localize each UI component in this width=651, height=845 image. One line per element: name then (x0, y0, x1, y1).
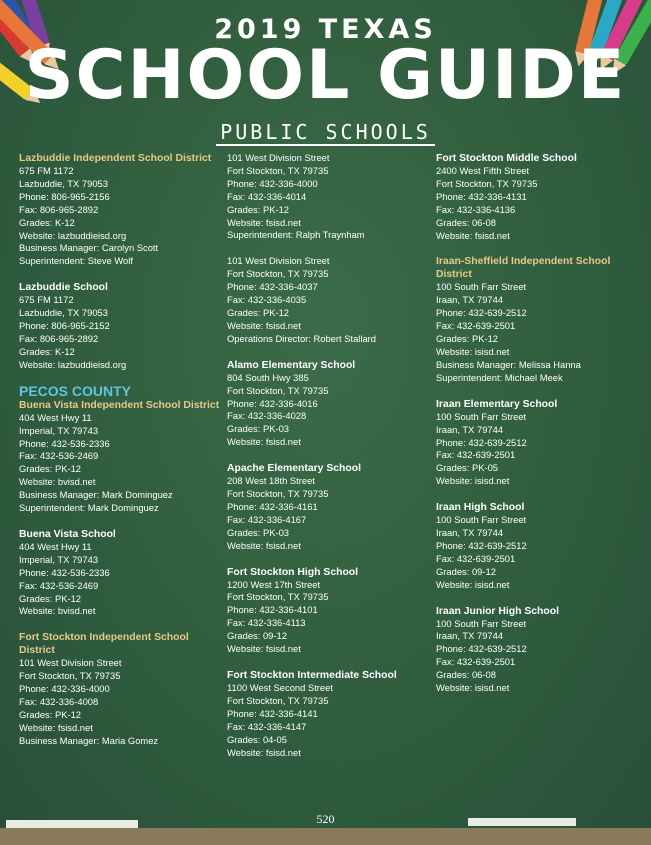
listing-detail-line: Phone: 432-336-4101 (227, 604, 318, 616)
listing-entry (227, 566, 432, 656)
listing-detail-line: Lazbuddie, TX 79053 (19, 177, 108, 189)
listing-detail-line: Operations Director: Robert Stallard (227, 332, 377, 344)
school-name: Apache Elementary School (227, 463, 361, 475)
listing-detail-line: Superintendent: Ralph Traynham (227, 229, 365, 241)
listing-detail-line: Grades: 09-12 (436, 565, 496, 577)
website-text: Website: isisd.net (436, 578, 510, 590)
school-name: Iraan High School (436, 502, 525, 514)
listing-detail-line: Fort Stockton, TX 79735 (227, 268, 329, 280)
page-number: 520 (316, 812, 335, 826)
county-heading: PECOS COUNTY (19, 382, 132, 399)
listing-entry (227, 462, 432, 552)
listing-detail-line: Business Manager: Carolyn Scott (19, 242, 159, 254)
district-name: Buena Vista Independent School District (19, 399, 220, 411)
listing-detail-line: Grades: PK-12 (19, 709, 82, 720)
listing-detail-line: Grades: PK-12 (19, 592, 82, 604)
school-name: Fort Stockton High School (227, 566, 359, 578)
website-text: Website: fsisd.net (227, 436, 301, 448)
listing-entry (19, 631, 224, 747)
listing-detail-line: Fax: 432-536-2469 (19, 450, 99, 462)
listing-detail-line: Imperial, TX 79743 (19, 424, 99, 436)
listing-detail-line: Fort Stockton, TX 79735 (227, 591, 329, 603)
listing-detail-line: Lazbuddie, TX 79053 (19, 307, 108, 319)
column-right (436, 152, 641, 708)
listing-detail-line: Fort Stockton, TX 79735 (227, 384, 329, 396)
listing-detail-line: Grades: K-12 (19, 216, 75, 228)
listing-detail-line: Business Manager: Melissa Hanna (436, 358, 581, 370)
website-text: Website: fsisd.net (227, 643, 301, 655)
listing-detail-line: Phone: 432-336-4000 (227, 177, 318, 189)
listing-detail-line: Fax: 432-336-4136 (436, 203, 516, 215)
website-text: Website: lazbuddieisd.org (19, 358, 127, 370)
website-text: Website: fsisd.net (227, 539, 301, 551)
website-text: Website: bvisd.net (19, 476, 96, 488)
listing-detail-line: Phone: 432-336-4131 (436, 190, 527, 202)
website-text: Website: lazbuddieisd.org (19, 229, 127, 241)
listing-detail-line: 101 West Division Street (227, 152, 330, 163)
listing-detail-line: Fort Stockton, TX 79735 (19, 670, 121, 682)
column-left (19, 152, 224, 761)
listing-detail-line: Fax: 432-336-4167 (227, 513, 307, 525)
listing-entry (227, 359, 432, 449)
listing-detail-line: Business Manager: Mark Dominguez (19, 489, 173, 501)
listing-detail-line: Phone: 432-336-4161 (227, 500, 318, 512)
listing-detail-line: 100 South Farr Street (436, 617, 527, 629)
listing-detail-line: Fax: 432-336-4113 (227, 617, 306, 629)
listing-detail-line: Fort Stockton, TX 79735 (227, 488, 329, 500)
listing-detail-line: Fax: 806-965-2892 (19, 203, 99, 215)
title-year: 2019 TEXAS (214, 14, 437, 45)
website-text: Website: fsisd.net (227, 319, 301, 331)
listing-entry (227, 255, 432, 345)
website-text: Website: fsisd.net (227, 216, 301, 228)
listing-detail-line: Fax: 432-336-4147 (227, 720, 307, 732)
listing-detail-line: Grades: PK-12 (19, 463, 82, 475)
subtitle-text: PUBLIC SCHOOLS (216, 120, 435, 146)
listing-detail-line: 100 South Farr Street (436, 514, 527, 526)
listing-entry (19, 383, 224, 515)
listing-detail-line: Phone: 432-639-2512 (436, 436, 527, 448)
listing-detail-line: Phone: 432-336-4141 (227, 707, 318, 719)
listing-entry (436, 398, 641, 488)
district-name: Lazbuddie Independent School District (19, 153, 212, 164)
school-name: Iraan Junior High School (436, 605, 559, 617)
listing-detail-line: Imperial, TX 79743 (19, 553, 99, 565)
page-title: SCHOOL GUIDE (24, 36, 627, 115)
website-text: Website: isisd.net (436, 475, 510, 487)
listing-detail-line: Grades: PK-05 (436, 462, 499, 474)
listing-entry (19, 281, 224, 371)
listing-entry (19, 528, 224, 618)
listing-detail-line: Phone: 432-336-4000 (19, 683, 110, 695)
listing-detail-line: 100 South Farr Street (436, 281, 527, 293)
listing-detail-line: Phone: 432-639-2512 (436, 643, 527, 655)
listing-detail-line: Iraan, TX 79744 (436, 423, 504, 435)
website-text: Website: isisd.net (436, 682, 510, 694)
column-middle (227, 152, 432, 772)
listing-detail-line: Fax: 432-639-2501 (436, 449, 516, 461)
listing-detail-line: Phone: 432-536-2336 (19, 566, 110, 578)
listing-detail-line: 804 South Hwy 385 (227, 371, 309, 383)
chalkboard-ledge (0, 828, 651, 845)
listing-detail-line: Fax: 432-536-2469 (19, 579, 99, 591)
listing-detail-line: Phone: 432-536-2336 (19, 437, 110, 449)
school-name: Lazbuddie School (19, 282, 108, 294)
listing-detail-line: Grades: PK-12 (227, 306, 290, 318)
page-subtitle (0, 120, 651, 144)
listing-detail-line: 404 West Hwy 11 (19, 540, 92, 552)
listing-detail-line: Phone: 432-336-4016 (227, 397, 318, 409)
listing-detail-line: 1100 West Second Street (227, 682, 333, 693)
listing-entry (227, 669, 432, 759)
listing-detail-line: Phone: 432-336-4037 (227, 281, 318, 293)
school-name: Buena Vista School (19, 528, 116, 540)
listing-detail-line: Superintendent: Steve Wolf (19, 255, 133, 267)
listing-detail-line: Superintendent: Mark Dominguez (19, 502, 159, 514)
listing-detail-line: Grades: K-12 (19, 345, 75, 357)
listing-entry (436, 501, 641, 591)
listing-detail-line: Fax: 432-336-4035 (227, 294, 307, 306)
website-text: Website: fsisd.net (227, 746, 301, 758)
listing-detail-line: Fort Stockton, TX 79735 (227, 694, 329, 706)
listing-detail-line: Grades: PK-03 (227, 526, 290, 538)
listing-detail-line: 2400 West Fifth Street (436, 165, 530, 176)
listing-detail-line: Fax: 432-336-4014 (227, 190, 307, 202)
listing-detail-line: Superintendent: Michael Meek (436, 371, 563, 383)
school-name: Fort Stockton Intermediate School (227, 670, 397, 681)
listing-detail-line: Grades: PK-12 (227, 203, 290, 215)
website-text: Website: fsisd.net (436, 229, 510, 241)
listing-detail-line: Fax: 432-639-2501 (436, 552, 516, 564)
website-text: Website: fsisd.net (19, 721, 93, 733)
listing-entry (436, 605, 641, 695)
listing-entry (436, 255, 641, 384)
listing-entry (227, 152, 432, 242)
website-text: Website: isisd.net (436, 345, 510, 357)
listing-detail-line: Fax: 432-336-4028 (227, 410, 307, 422)
listing-detail-line: Phone: 806-965-2156 (19, 190, 110, 202)
listing-detail-line: Grades: 06-08 (436, 669, 496, 681)
listing-detail-line: 208 West 18th Street (227, 475, 315, 487)
listing-detail-line: Iraan, TX 79744 (436, 630, 504, 642)
listing-detail-line: 101 West Division Street (19, 657, 122, 669)
listing-detail-line: 675 FM 1172 (19, 165, 74, 176)
listing-detail-line: Fort Stockton, TX 79735 (227, 164, 329, 176)
district-name: Fort Stockton Independent School District (19, 632, 189, 657)
listing-detail-line: 1200 West 17th Street (227, 578, 321, 590)
listing-detail-line: 404 West Hwy 11 (19, 411, 92, 423)
listing-detail-line: Grades: PK-12 (436, 333, 499, 345)
school-name: Fort Stockton Middle School (436, 153, 577, 164)
listing-detail-line: Phone: 432-639-2512 (436, 307, 527, 319)
listing-detail-line: Iraan, TX 79744 (436, 294, 504, 306)
listing-detail-line: Grades: PK-03 (227, 423, 290, 435)
school-name: Alamo Elementary School (227, 359, 356, 371)
listing-detail-line: Fax: 432-639-2501 (436, 656, 516, 668)
school-name: Iraan Elementary School (436, 398, 558, 410)
listing-detail-line: 101 West Division Street (227, 255, 330, 267)
listing-detail-line: Phone: 806-965-2152 (19, 320, 110, 332)
listing-detail-line: Grades: 09-12 (227, 630, 287, 642)
listing-detail-line: Fax: 806-965-2892 (19, 332, 99, 344)
listing-entry (19, 152, 224, 268)
listing-detail-line: Grades: 04-05 (227, 733, 287, 745)
listing-detail-line: Iraan, TX 79744 (436, 527, 504, 539)
website-text: Website: bvisd.net (19, 605, 96, 617)
listing-detail-line: Grades: 06-08 (436, 216, 496, 228)
listing-detail-line: Fort Stockton, TX 79735 (436, 177, 538, 189)
listing-detail-line: Fax: 432-336-4008 (19, 696, 99, 708)
listing-detail-line: 100 South Farr Street (436, 410, 527, 422)
listing-entry (436, 152, 641, 242)
district-name: Iraan-Sheffield Independent School District (436, 256, 611, 281)
listing-detail-line: Phone: 432-639-2512 (436, 539, 527, 551)
listing-detail-line: 675 FM 1172 (19, 294, 74, 306)
listing-detail-line: Fax: 432-639-2501 (436, 320, 516, 332)
listing-detail-line: Business Manager: Maria Gomez (19, 734, 159, 746)
